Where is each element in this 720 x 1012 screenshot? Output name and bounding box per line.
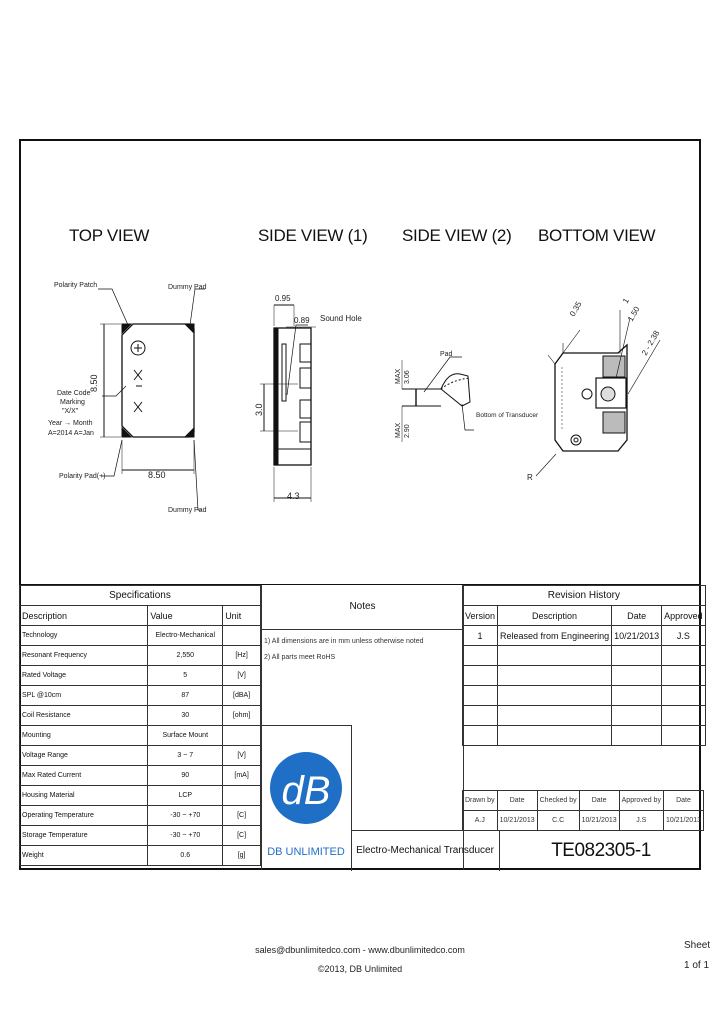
signoff-header-checked-by: Checked by <box>537 791 579 811</box>
specifications-title: Specifications <box>20 586 261 606</box>
signoff-date-1: 10/21/2013 <box>497 811 537 831</box>
max-label-bottom: MAX <box>395 422 402 438</box>
spec-value: Surface Mount <box>148 726 223 746</box>
rev-header-approved: Approved <box>662 606 706 626</box>
spec-value: 0.6 <box>148 846 223 866</box>
note-item-2: 2) All parts meet RoHS <box>264 654 336 661</box>
polarity-patch-label: Polarity Patch <box>54 282 98 289</box>
spec-unit: [dBA] <box>223 686 261 706</box>
spec-description: Technology <box>20 626 148 646</box>
rev-row-description: Released from Engineering <box>498 626 612 646</box>
spec-value: 3 ~ 7 <box>148 746 223 766</box>
spec-value: 87 <box>148 686 223 706</box>
spec-unit <box>223 626 261 646</box>
signoff-checked-by: C.C <box>537 811 579 831</box>
spec-description: Mounting <box>20 726 148 746</box>
max-label-top: MAX <box>395 368 402 384</box>
dim-30: 3.0 <box>254 403 264 416</box>
spec-row <box>20 786 261 806</box>
rev-row-approved: J.S <box>662 626 706 646</box>
spec-description: Resonant Frequency <box>20 646 148 666</box>
dim-290: 2.90 <box>404 424 411 438</box>
dim-035: 0.35 <box>567 300 584 318</box>
spec-header-value: Value <box>148 606 223 626</box>
spec-unit <box>223 726 261 746</box>
spec-value: -30 ~ +70 <box>148 806 223 826</box>
spec-description: SPL @10cm <box>20 686 148 706</box>
spec-unit: [C] <box>223 826 261 846</box>
signoff-header-date-1: Date <box>497 791 537 811</box>
spec-description: Housing Material <box>20 786 148 806</box>
rev-header-description: Description <box>498 606 612 626</box>
marking-code-label: "X/X" <box>62 408 79 415</box>
dim-850-vertical: 8.50 <box>89 374 99 392</box>
spec-row <box>20 846 261 866</box>
spec-row <box>20 726 261 746</box>
spec-unit: [C] <box>223 806 261 826</box>
notes-list <box>262 630 463 670</box>
spec-description: Storage Temperature <box>20 826 148 846</box>
spec-unit: [mA] <box>223 766 261 786</box>
signoff-date-2: 10/21/2013 <box>579 811 619 831</box>
top-view-title: TOP VIEW <box>69 226 150 245</box>
dummy-pad-top-label: Dummy Pad <box>168 284 207 291</box>
rev-header-date: Date <box>612 606 662 626</box>
note-item-1: 1) All dimensions are in mm unless otherwise noted <box>264 638 424 645</box>
pad-label: Pad <box>440 351 453 358</box>
spec-description: Voltage Range <box>20 746 148 766</box>
spec-header-unit: Unit <box>223 606 261 626</box>
signoff-header-drawn-by: Drawn by <box>463 791 498 811</box>
dim-850-horizontal: 8.50 <box>148 470 166 480</box>
spec-description: Rated Voltage <box>20 666 148 686</box>
spec-value: -30 ~ +70 <box>148 826 223 846</box>
spec-row <box>20 626 261 646</box>
spec-unit: [ohm] <box>223 706 261 726</box>
notes-title: Notes <box>262 585 463 630</box>
revision-title: Revision History <box>463 586 706 606</box>
spec-header-description: Description <box>20 606 148 626</box>
spec-row <box>20 826 261 846</box>
logo-brand: DB UNLIMITED <box>267 846 345 858</box>
specifications-table <box>19 585 261 866</box>
marking-label: Marking <box>60 399 85 406</box>
dim-095: 0.95 <box>275 294 291 303</box>
spec-row <box>20 706 261 726</box>
spec-row <box>20 666 261 686</box>
spec-value: 90 <box>148 766 223 786</box>
signoff-date-3: 10/21/2013 <box>663 811 703 831</box>
product-name: Electro-Mechanical Transducer <box>351 830 499 871</box>
bottom-view-title: BOTTOM VIEW <box>538 226 656 245</box>
spec-value: 30 <box>148 706 223 726</box>
year-month-example: A=2014 A=Jan <box>48 430 94 437</box>
polarity-pad-label: Polarity Pad(+) <box>59 473 106 480</box>
spec-row <box>20 646 261 666</box>
footer-copyright: ©2013, DB Unlimited <box>317 964 403 974</box>
date-code-label: Date Code <box>57 390 91 397</box>
sheet-label: Sheet <box>684 940 711 951</box>
dummy-pad-bottom-label: Dummy Pad <box>168 507 207 514</box>
spec-description: Operating Temperature <box>20 806 148 826</box>
dim-2-238: 2 - 2.38 <box>639 328 662 357</box>
logo-panel <box>261 725 352 871</box>
sound-hole-label: Sound Hole <box>320 314 362 323</box>
side-view-1-drawing <box>260 305 316 502</box>
side-view-2-drawing <box>402 357 474 442</box>
signoff-table <box>462 790 704 831</box>
signoff-header-date-3: Date <box>663 791 703 811</box>
spec-description: Coil Resistance <box>20 706 148 726</box>
signoff-drawn-by: A.J <box>463 811 498 831</box>
signoff-header-date-2: Date <box>579 791 619 811</box>
spec-row <box>20 766 261 786</box>
rev-row-version: 1 <box>463 626 498 646</box>
dim-089: 0.89 <box>294 316 310 325</box>
dim-43: 4.3 <box>287 491 300 501</box>
footer-contact: sales@dbunlimitedco.com - www.dbunlimitedco.com <box>255 945 465 955</box>
signoff-approved-by: J.S <box>619 811 663 831</box>
spec-value: LCP <box>148 786 223 806</box>
spec-value: 2,550 <box>148 646 223 666</box>
spec-unit <box>223 786 261 806</box>
rev-row-date: 10/21/2013 <box>612 626 662 646</box>
dim-r: R <box>527 473 533 482</box>
part-number: TE082305-1 <box>499 830 702 871</box>
rev-header-version: Version <box>463 606 498 626</box>
bottom-of-transducer-label: Bottom of Transducer <box>476 412 539 419</box>
signoff-header-approved-by: Approved by <box>619 791 663 811</box>
side-view-1-title: SIDE VIEW (1) <box>258 226 368 245</box>
spec-unit: [V] <box>223 666 261 686</box>
spec-row <box>20 686 261 706</box>
revision-history-table <box>462 585 706 746</box>
dim-306: 3.06 <box>404 370 411 384</box>
logo-letters: dB <box>281 769 331 813</box>
bottom-view-drawing <box>536 310 660 476</box>
sheet-value: 1 of 1 <box>684 960 710 971</box>
year-month-label: Year → Month <box>48 420 93 427</box>
spec-value: 5 <box>148 666 223 686</box>
dim-1: 1 <box>620 296 631 305</box>
side-view-2-title: SIDE VIEW (2) <box>402 226 512 245</box>
spec-value: Electro-Mechanical <box>148 626 223 646</box>
spec-unit: [g] <box>223 846 261 866</box>
spec-description: Max Rated Current <box>20 766 148 786</box>
spec-row <box>20 746 261 766</box>
spec-unit: [Hz] <box>223 646 261 666</box>
spec-unit: [V] <box>223 746 261 766</box>
spec-description: Weight <box>20 846 148 866</box>
dim-150: 1.50 <box>625 305 642 323</box>
spec-row <box>20 806 261 826</box>
